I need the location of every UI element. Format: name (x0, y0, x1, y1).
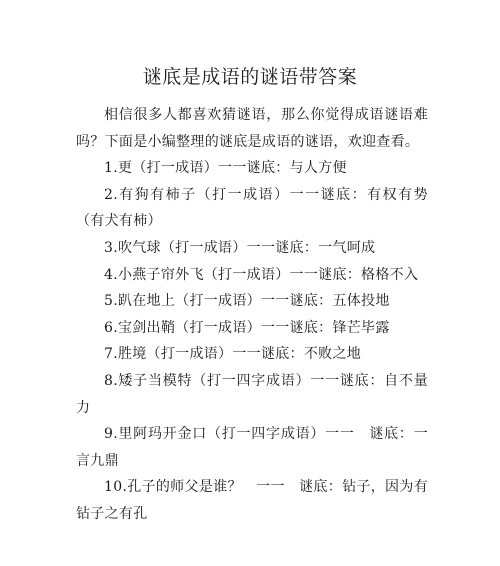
riddle-item: 8.矮子当模特（打一四字成语）一一谜底：自不量力 (76, 372, 428, 416)
riddle-item: 2.有狗有柿子（打一成语）一一谜底：有权有势（有犬有柿） (76, 186, 428, 230)
riddle-item: 4.小燕子帘外飞（打一成语）一一谜底：格格不入 (104, 266, 419, 283)
riddle-item: 9.里阿玛开金口（打一四字成语）一一 谜底：一言九鼎 (76, 426, 428, 469)
riddle-item: 6.宝剑出鞘（打一成语）一一谜底：锋芒毕露 (104, 319, 390, 336)
riddle-item: 10.孔子的师父是谁？ 一一 谜底：钻子，因为有钻子之有孔 (76, 479, 428, 522)
riddle-item: 5.趴在地上（打一成语）一一谜底：五体投地 (104, 293, 390, 310)
riddle-item: 3.吹气球（打一成语）一一谜底：一气呵成 (104, 239, 376, 256)
riddle-item: 7.胜境（打一成语）一一谜底：不败之地 (104, 346, 362, 363)
intro-paragraph: 相信很多人都喜欢猜谜语，那么你觉得成语谜语难吗？下面是小编整理的谜底是成语的谜语，欢迎查看。 (76, 107, 428, 150)
document-body (76, 102, 428, 528)
page-title: 谜底是成语的谜语带答案 (142, 66, 358, 88)
riddle-item: 1.更（打一成语）一一谜底：与人方便 (104, 160, 347, 177)
